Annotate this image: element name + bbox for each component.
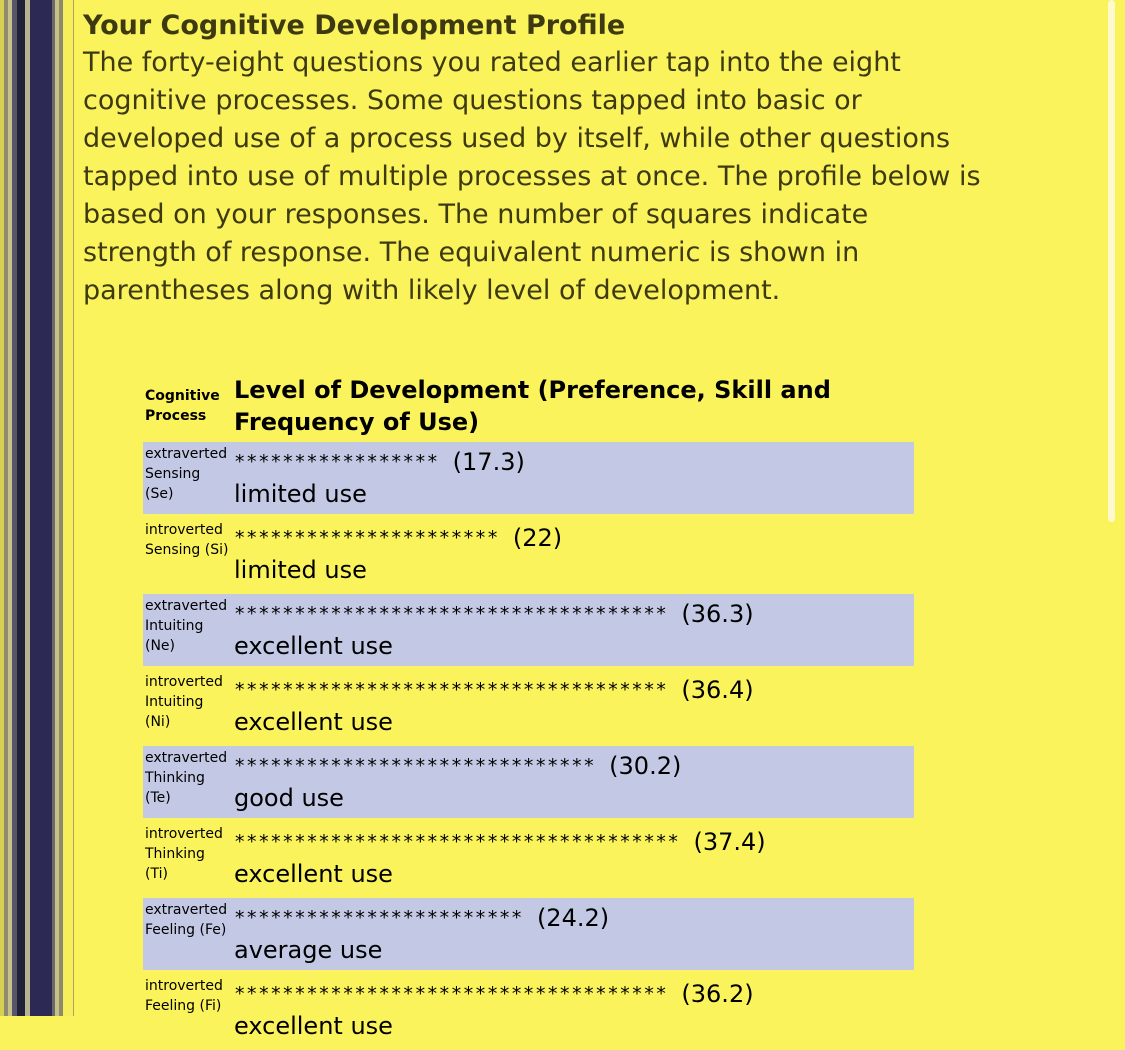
level-cell xyxy=(234,594,914,666)
score-value: (30.2) xyxy=(609,752,682,780)
score-value: (36.4) xyxy=(681,676,754,704)
strength-stars: ************************ xyxy=(234,907,523,929)
score-value: (36.2) xyxy=(681,980,754,1008)
level-cell xyxy=(234,898,914,970)
scrollbar-thumb[interactable] xyxy=(1108,0,1115,522)
process-label: extraverted Sensing (Se) xyxy=(143,442,234,514)
process-label: introverted Thinking (Ti) xyxy=(145,826,223,882)
level-label: average use xyxy=(234,936,383,964)
table-row-si xyxy=(143,518,914,590)
strength-stars: ********************** xyxy=(234,527,499,549)
process-label: introverted Intuiting (Ni) xyxy=(145,674,223,730)
table-header-row xyxy=(143,374,914,438)
process-label: introverted Sensing (Si) xyxy=(145,522,229,558)
level-cell xyxy=(234,442,914,514)
process-label: extraverted Feeling (Fe) xyxy=(143,898,234,970)
table-row-te xyxy=(143,746,914,818)
intro-paragraph: The forty-eight questions you rated earlier tap into the eight cognitive processes. Some questions tapped into basic or developed use of a process used by itself, while other questions tapped into use of multiple processes at once. The profile below is based on your responses. The number of squares indicate strength of response. The equivalent numeric is shown in parentheses along with likely level of development. xyxy=(83,47,981,306)
table-row-ne xyxy=(143,594,914,666)
process-label: extraverted Intuiting (Ne) xyxy=(143,594,234,666)
profile-table xyxy=(143,370,914,1050)
level-cell xyxy=(234,822,914,894)
score-value: (17.3) xyxy=(452,448,525,476)
table-row-fe xyxy=(143,898,914,970)
strength-stars: ***************** xyxy=(234,451,439,473)
level-label: excellent use xyxy=(234,632,393,660)
level-cell xyxy=(234,746,914,818)
level-cell xyxy=(234,670,914,742)
level-label: limited use xyxy=(234,556,367,584)
level-cell xyxy=(234,974,914,1046)
score-value: (22) xyxy=(512,524,563,552)
page-title: Your Cognitive Development Profile xyxy=(83,10,626,41)
level-cell xyxy=(234,518,914,590)
table-row-ni xyxy=(143,670,914,742)
left-decorative-border xyxy=(0,0,80,1016)
strength-stars: ************************************ xyxy=(234,983,668,1005)
score-value: (36.3) xyxy=(681,600,754,628)
level-label: excellent use xyxy=(234,1012,393,1040)
strength-stars: ****************************** xyxy=(234,755,596,777)
score-value: (24.2) xyxy=(536,904,610,932)
level-label: excellent use xyxy=(234,860,393,888)
main-content xyxy=(83,8,1083,310)
level-label: good use xyxy=(234,784,344,812)
strength-stars: ************************************ xyxy=(234,679,668,701)
level-label: limited use xyxy=(234,480,367,508)
header-cognitive-process: Cognitive Process xyxy=(145,388,220,424)
process-label: introverted Feeling (Fi) xyxy=(145,978,223,1014)
header-level-of-development: Level of Development (Preference, Skill and Frequency of Use) xyxy=(234,376,831,436)
process-label: extraverted Thinking (Te) xyxy=(143,746,234,818)
score-value: (37.4) xyxy=(693,828,766,856)
strength-stars: ************************************* xyxy=(234,831,680,853)
level-label: excellent use xyxy=(234,708,393,736)
table-row-ti xyxy=(143,822,914,894)
table-row-fi xyxy=(143,974,914,1046)
table-row-se xyxy=(143,442,914,514)
strength-stars: ************************************ xyxy=(234,603,668,625)
